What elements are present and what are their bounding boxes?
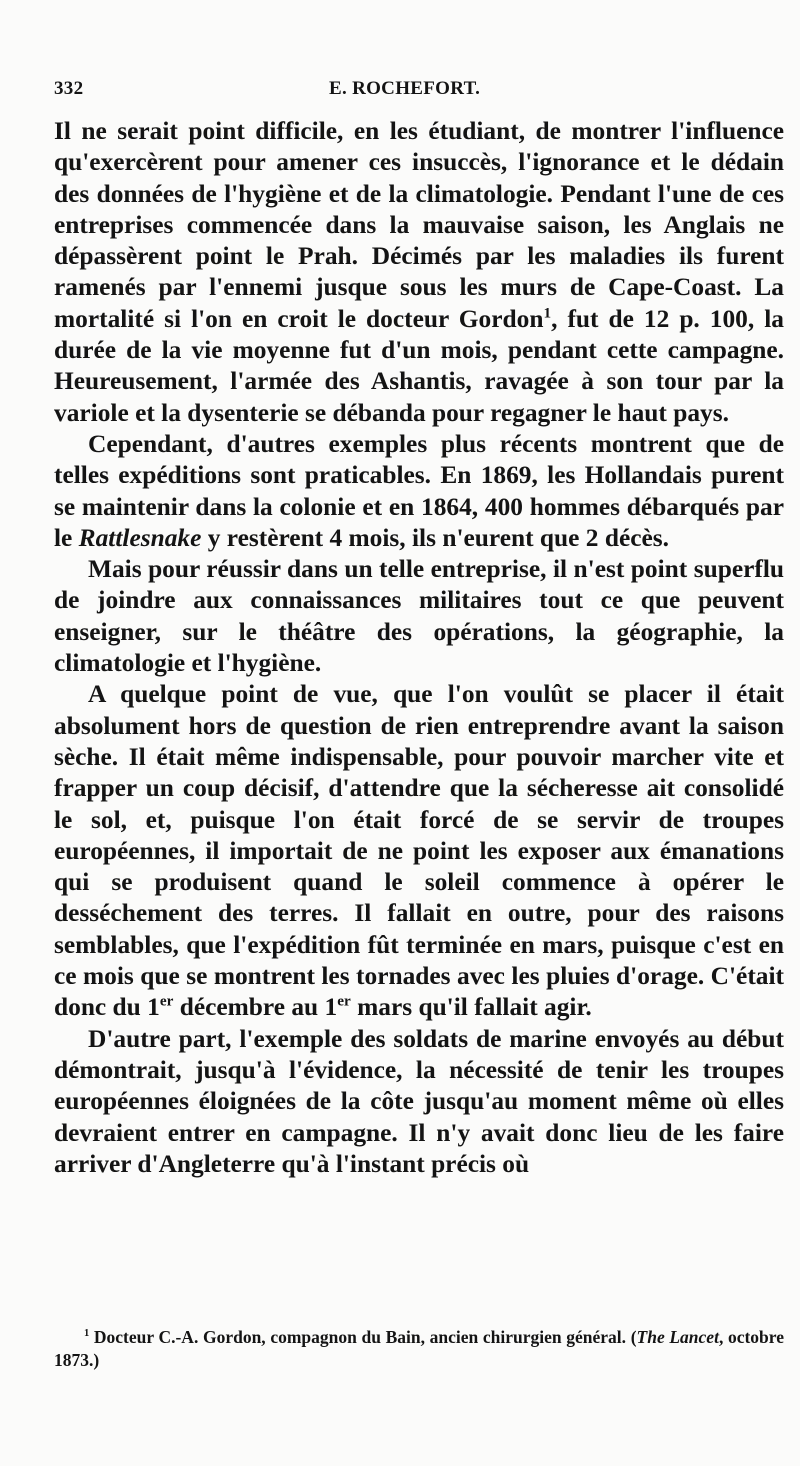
ordinal-superscript: er [337, 992, 351, 1010]
footnote-text-a: Docteur C.-A. Gordon, compagnon du Bain, ancien chirurgien général. ( [89, 1327, 637, 1347]
footnote-text-b: , octobre 1873.) [54, 1327, 784, 1370]
paragraph-1 [54, 116, 784, 429]
paragraph-1-text-b: , fut de 12 p. 100, la durée de la vie moyenne fut d'un mois, pendant cette campagne. Heureusement, l'armée des Ashantis, ravagée à son tour par la variole et la dysenterie se débanda pour regagner le haut pays. [54, 304, 784, 427]
paragraph-4 [54, 679, 784, 1023]
paragraph-3: Mais pour réussir dans un telle entreprise, il n'est point superflu de joindre aux connaissances militaires tout ce que peuvent enseigner, sur le théâtre des opérations, la géographie, la climatologie et l'hygiène. [54, 555, 784, 678]
paragraph-4-text-a: A quelque point de vue, que l'on voulût se placer il était absolument hors de question de rien entreprendre avant la saison sèche. Il était même indispensable, pour pouvoir marcher vite et frapper un coup décisif, d'attendre que la sécheresse ait consolidé le sol, et, puisque l'on était forcé de se servir de troupes européennes, il importait de ne point les exposer aux émanations qui se produisent quand le soleil commence à opérer le desséchement des terres. Il fallait en outre, pour des raisons semblables, que l'expédition fût terminée en mars, puisque c'est en ce mois que se montrent les tornades avec les pluies d'orage. C'était donc du 1 [54, 680, 784, 1022]
paragraph-2-text-b: y restèrent 4 mois, ils n'eurent que 2 décès. [201, 523, 669, 552]
footnote-reference: 1 [543, 304, 552, 322]
footnote-marker: 1 [84, 1328, 90, 1340]
paragraph-4-text-b: décembre au 1 [173, 993, 338, 1022]
paragraph-2-text-a: Cependant, d'autres exemples plus récents montrent que de telles expéditions sont praticables. En 1869, les Hollandais purent se maintenir dans la colonie et en 1864, 400 hommes débarqués par le [54, 429, 784, 552]
paragraph-2 [54, 429, 784, 554]
body-text [54, 116, 784, 1180]
running-head [54, 78, 784, 108]
running-title: E. ROCHEFORT. [329, 78, 481, 99]
footnotes [54, 1326, 784, 1372]
journal-title: The Lancet [636, 1327, 719, 1347]
page-number: 332 [54, 78, 84, 99]
ordinal-superscript: er [159, 992, 174, 1010]
ship-name: Rattlesnake [78, 523, 202, 552]
paragraph-1-text-a: Il ne serait point difficile, en les étudiant, de montrer l'influence qu'exercèrent pour amener ces insuccès, l'ignorance et le dédain des données de l'hygiène et de la climatologie. Pendant l'une de ces entreprises commencée dans la mauvaise saison, les Anglais ne dépassèrent point le Prah. Décimés par les maladies ils furent ramenés par l'ennemi jusque sous les murs de Cape-Coast. La mortalité si l'on en croit le docteur Gordon [54, 117, 784, 333]
paragraph-5: D'autre part, l'exemple des soldats de marine envoyés au début démontrait, jusqu'à l'évidence, la nécessité de tenir les troupes européennes éloignées de la côte jusqu'au moment même où elles devraient entrer en campagne. Il n'y avait donc lieu de les faire arriver d'Angleterre qu'à l'instant précis où [54, 1024, 784, 1178]
paragraph-4-text-c: mars qu'il fallait agir. [350, 993, 592, 1022]
footnote-1 [54, 1326, 784, 1372]
